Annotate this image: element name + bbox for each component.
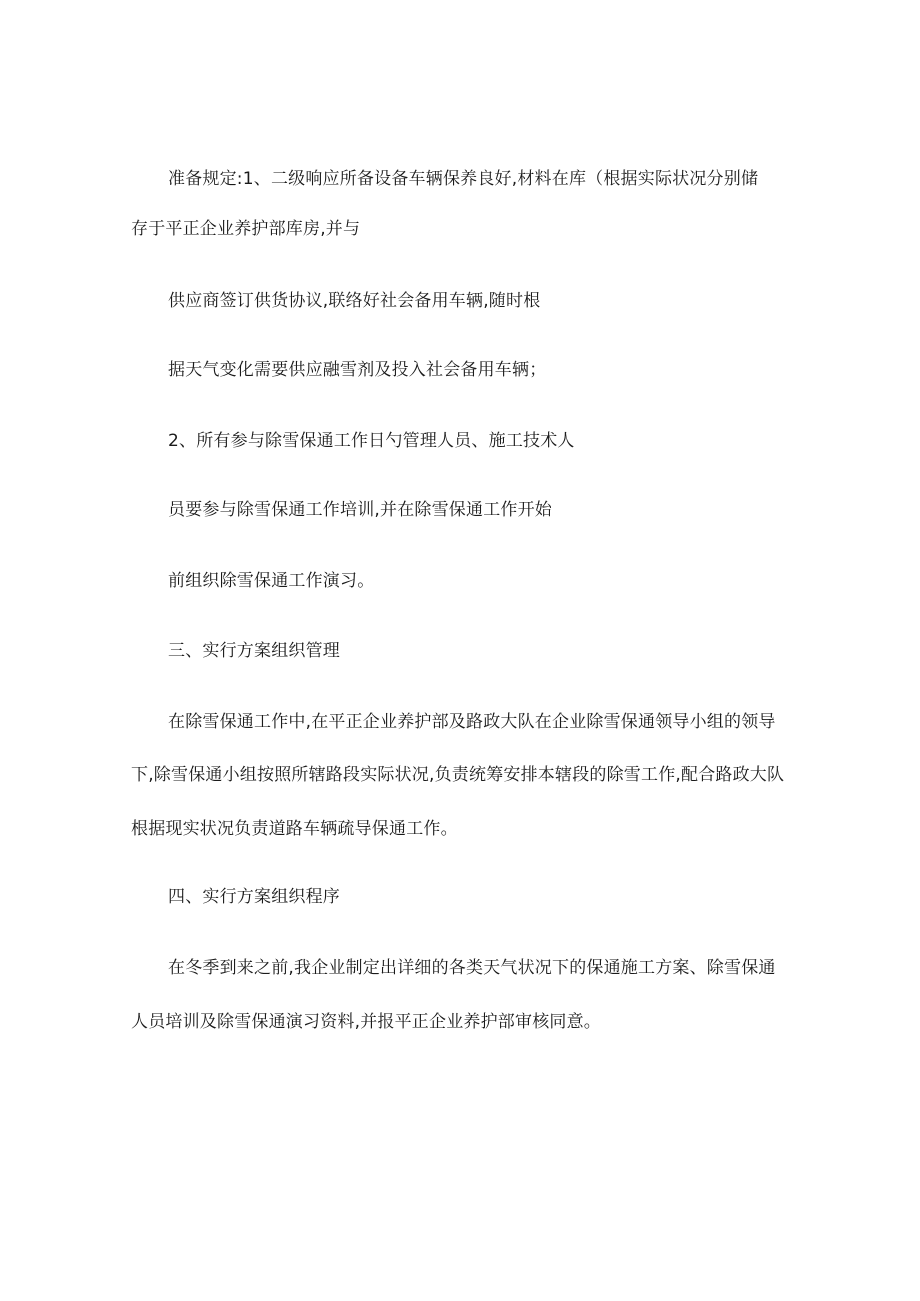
paragraph-line: 员要参与除雪保通工作培训,并在除雪保通工作开始: [168, 500, 553, 520]
paragraph-line: 据天气变化需要供应融雪剂及投入社会备用车辆；: [168, 360, 547, 380]
paragraph-line: 在除雪保通工作中,在平正企业养护部及路政大队在企业除雪保通领导小组的领导: [168, 712, 776, 732]
paragraph-line: 人员培训及除雪保通演习资料,并报平正企业养护部审核同意。: [131, 1012, 602, 1032]
paragraph-line: 供应商签订供货协议,联络好社会备用车辆,随时根: [168, 291, 541, 311]
paragraph-line: 根据现实状况负责道路车辆疏导保通工作。: [131, 819, 458, 839]
paragraph-line: 准备规定:1、二级响应所备设备车辆保养良好,材料在库（根据实际状况分别储: [168, 169, 759, 189]
paragraph-line: 2、所有参与除雪保通工作日勺管理人员、施工技术人: [168, 431, 575, 451]
paragraph-line: 下,除雪保通小组按照所辖路段实际状况,负责统筹安排本辖段的除雪工作,配合路政大队: [131, 765, 785, 785]
section-heading: 四、实行方案组织程序: [168, 887, 340, 907]
paragraph-line: 存于平正企业养护部库房,并与: [131, 219, 361, 239]
section-heading: 三、实行方案组织管理: [168, 641, 340, 661]
paragraph-line: 在冬季到来之前,我企业制定出详细的各类天气状况下的保通施工方案、除雪保通: [168, 958, 776, 978]
paragraph-line: 前组织除雪保通工作演习。: [168, 571, 375, 591]
